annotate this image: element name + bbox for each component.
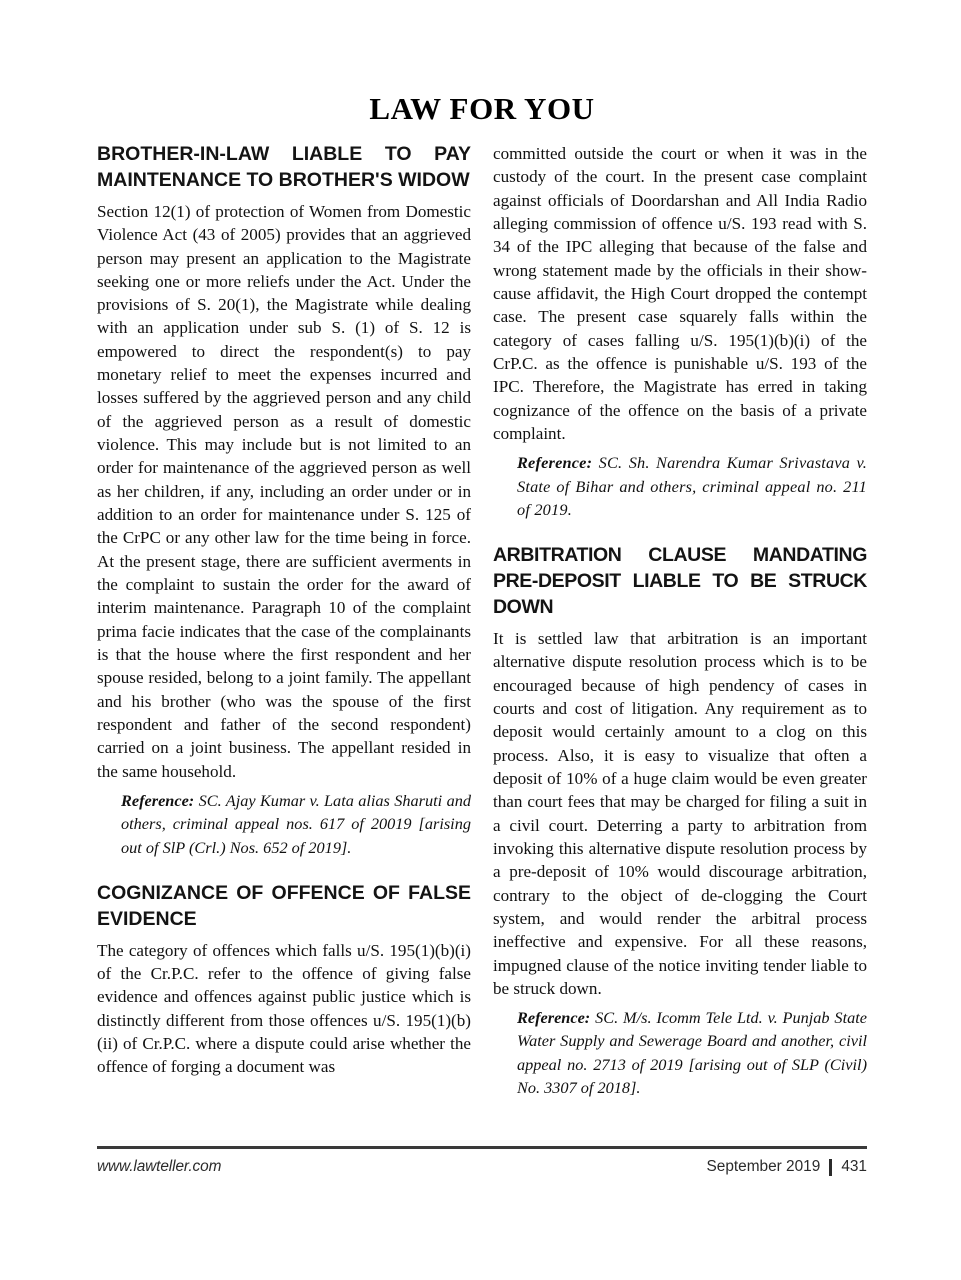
page-footer	[97, 1154, 867, 1180]
reference-narendra-kumar-srivastava	[493, 451, 867, 521]
footer-page-number: 431	[841, 1158, 867, 1175]
paragraph-brother-in-law-maintenance: Section 12(1) of protection of Women from Domestic Violence Act (43 of 2005) provides that an aggrieved person may present an application to the Magistrate seeking one or more reliefs under the Act. Under the provisions of S. 20(1), the Magistrate while dealing with an application under sub S. (1) of S. 12 is empowered to direct the respondent(s) to pay monetary relief to meet the expenses incurred and losses suffered by the aggrieved person and any child of the aggrieved person as a result of domestic violence. This may include but is not limited to an order for maintenance of the aggrieved person as well as her children, if any, including an order under or in addition to an order for maintenance under S. 125 of the CrPC or any other law for the time being in force. At the present stage, there are sufficient averments in the complaint to sustain the order for the award of interim maintenance. Paragraph 10 of the complaint prima facie indicates that the case of the complainants is that the house where the first respondent and her spouse resided, belong to a joint family. The appellant and his brother (who was the spouse of the first respondent and father of the second respondent) carried on a joint business. The appellant resided in the same household.	[97, 201, 471, 781]
right-column	[493, 142, 867, 1137]
heading-cognizance-false-evidence: COGNIZANCE OF OFFENCE OF FALSE EVIDENCE	[97, 881, 471, 930]
reference-label: Reference:	[517, 453, 593, 473]
reference-icomm-tele	[493, 1006, 867, 1099]
reference-label: Reference:	[517, 1008, 591, 1028]
reference-ajay-kumar	[97, 789, 471, 859]
heading-arbitration-clause-pre-deposit: ARBITRATION CLAUSE MANDATING PRE-DEPOSIT LIABLE TO BE STRUCK DOWN	[493, 544, 867, 618]
footer-separator-bar	[829, 1159, 832, 1176]
reference-citation: SC. Ajay Kumar v. Lata alias Sharuti and others, criminal appeal nos. 617 of 20019 [arising out of SlP (Crl.) Nos. 652 of 2019].	[121, 791, 471, 857]
reference-citation: SC. Sh. Narendra Kumar Srivastava v. State of Bihar and others, criminal appeal no. 211 of 2019.	[517, 453, 867, 519]
paragraph-cognizance-continued: committed outside the court or when it was in the custody of the court. In the present case complaint against officials of Doordarshan and All India Radio alleging commission of offence u/S. 193 read with S. 34 of the IPC alleging that because of the false and wrong statement made by the officials in their show-cause affidavit, the High Court dropped the contempt case. The present case squarely falls within the category of cases falling u/S. 195(1)(b)(i) of the CrP.C. as the offence is punishable u/S. 193 of the IPC. Therefore, the Magistrate has erred in taking cognizance of the offence on the basis of a private complaint.	[493, 144, 867, 443]
footer-website[interactable]: www.lawteller.com	[97, 1158, 222, 1175]
page-title: LAW FOR YOU	[369, 91, 595, 126]
paragraph-arbitration-clause: It is settled law that arbitration is an important alternative dispute resolution process which is to be encouraged because of high pendency of cases in courts and cost of litigation. Any requirement as to deposit would certainly amount to a clog on this process. Also, it is easy to visualize that often a deposit of 10% of a huge claim would be even greater than court fees that may be charged for filing a suit in a civil court. Deterring a party to arbitration from invoking this alternative dispute resolution process by a pre-deposit of 10% would discourage arbitration, contrary to the object of de-clogging the Court system, and would render the arbitral process ineffective and expensive. For all these reasons, impugned clause of the notice inviting tender liable to be struck down.	[493, 628, 867, 998]
reference-label: Reference:	[121, 791, 195, 811]
footer-divider	[97, 1146, 867, 1149]
heading-brother-in-law-maintenance: BROTHER-IN-LAW LIABLE TO PAY MAINTENANCE TO BROTHER'S WIDOW	[97, 143, 471, 191]
left-column	[97, 142, 471, 1137]
reference-citation: SC. M/s. Icomm Tele Ltd. v. Punjab State Water Supply and Sewerage Board and another, civil appeal no. 2713 of 2019 [arising out of SLP (Civil) No. 3307 of 2018].	[517, 1008, 867, 1098]
article-columns	[97, 142, 867, 1137]
masthead	[97, 93, 867, 124]
footer-issue-group	[707, 1158, 868, 1176]
footer-issue-date: September 2019	[706, 1158, 821, 1175]
paragraph-cognizance-false-evidence: The category of offences which falls u/S. 195(1)(b)(i) of the Cr.P.C. refer to the offence of giving false evidence and offences against public justice which is distinctly different from those offences u/S. 195(1)(b)(ii) of Cr.P.C. where a dispute could arise whether the offence of forging a document was	[97, 940, 471, 1077]
